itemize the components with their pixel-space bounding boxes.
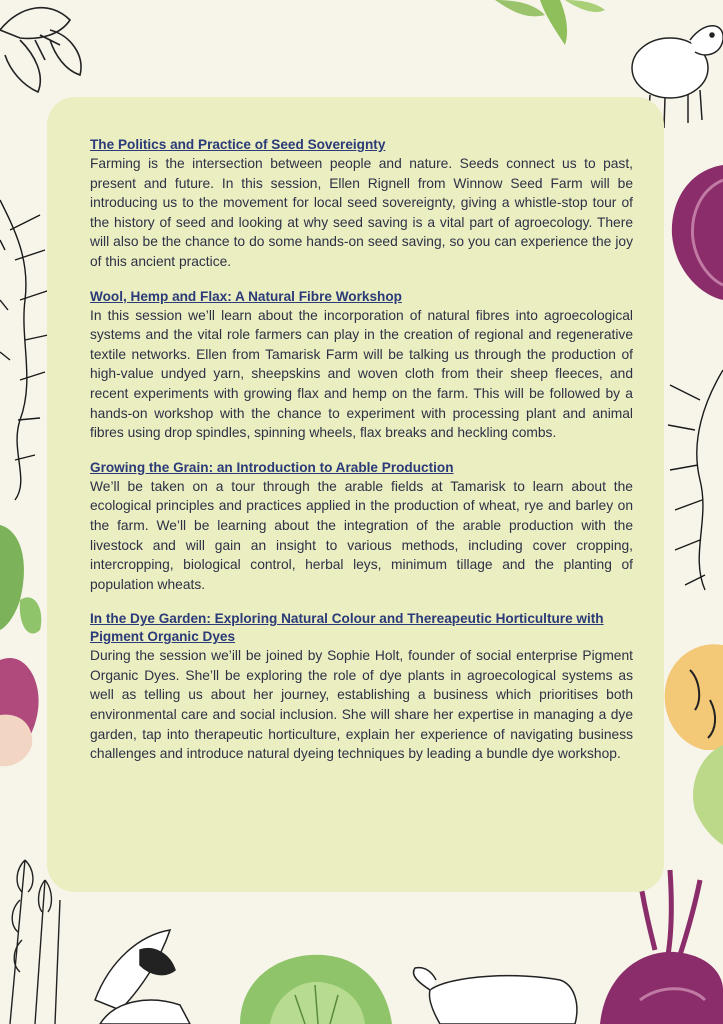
session-title: Wool, Hemp and Flax: A Natural Fibre Workshop: [90, 288, 402, 304]
leaves-illustration: [495, 0, 605, 45]
tree-illustration-right: [668, 370, 723, 590]
session-description: Farming is the intersection between people and nature. Seeds connect us to past, present and future. In this session, Ellen Rignell from Winnow Seed Farm will be introducing us to the movement for local seed sovereignty, giving a whistle-stop tour of the history of seed and looking at why seed saving is a vital part of agroecology. There will also be the chance to do some hands-on seed saving, so you can experience the joy of this ancient practice.: [90, 156, 633, 269]
session-seed-sovereignty: [90, 136, 633, 272]
squash-illustration: [665, 644, 723, 845]
session-title: The Politics and Practice of Seed Sovereignty: [90, 137, 386, 152]
session-description: We’ll be taken on a tour through the arable fields at Tamarisk to learn about the ecological principles and practices applied in the production of wheat, rye and barley on the farm. We’ll be learning about the integration of the arable production with the livestock and will gain an insight to various methods, including cover cropping, intercropping, biological control, herbal leys, minimum tillage and the planting of population wheats.: [90, 478, 633, 592]
session-description: In this session we’ll learn about the incorporation of natural fibres into agroecological systems and the vital role farmers can play in the creation of regional and regenerative textile networks. Ellen from Tamarisk Farm will be talking us through the production of high-value undyed yarn, sheepskins and woven cloth from their sheep fleeces, and recent experiments with growing flax and hemp on the farm. This will be followed by a hands-on workshop with the chance to experiment with processing plant and animal fibres using drop spindles, spinning wheels, flax breaks and heckling combs.: [90, 307, 633, 441]
flower-illustration: [0, 8, 81, 92]
session-dye-garden: [90, 610, 633, 764]
sessions-list: [90, 136, 633, 780]
session-description: During the session we’ill be joined by Sophie Holt, founder of social enterprise Pigment Organic Dyes. She’ll be exploring the role of dye plants in agroecological systems as well as telling us about her journey, establishing a business which prioritises both environmental care and social inclusion. She will share her expertise in managing a dye garden, tap into therapeutic horticulture, explain her experience of navigating business challenges and introduce natural dyeing techniques by leading a bundle dye workshop.: [90, 648, 633, 762]
session-arable-production: [90, 459, 633, 595]
bird-illustration: [95, 930, 190, 1024]
leaf-illustration-left: [0, 525, 41, 633]
session-title: Growing the Grain: an Introduction to Arable Production: [90, 459, 454, 475]
lettuce-illustration: [240, 955, 392, 1024]
turnip-illustration: [0, 658, 39, 766]
session-natural-fibre: [90, 288, 633, 443]
wheat-illustration: [10, 860, 60, 1024]
beetroot-illustration: [600, 870, 723, 1024]
red-cabbage-illustration: [672, 165, 723, 300]
session-title: In the Dye Garden: Exploring Natural Colour and Thereapeutic Horticulture with Pigment Organic Dyes: [90, 611, 604, 645]
tree-illustration-left: [0, 200, 50, 500]
cow-illustration: [413, 968, 576, 1024]
